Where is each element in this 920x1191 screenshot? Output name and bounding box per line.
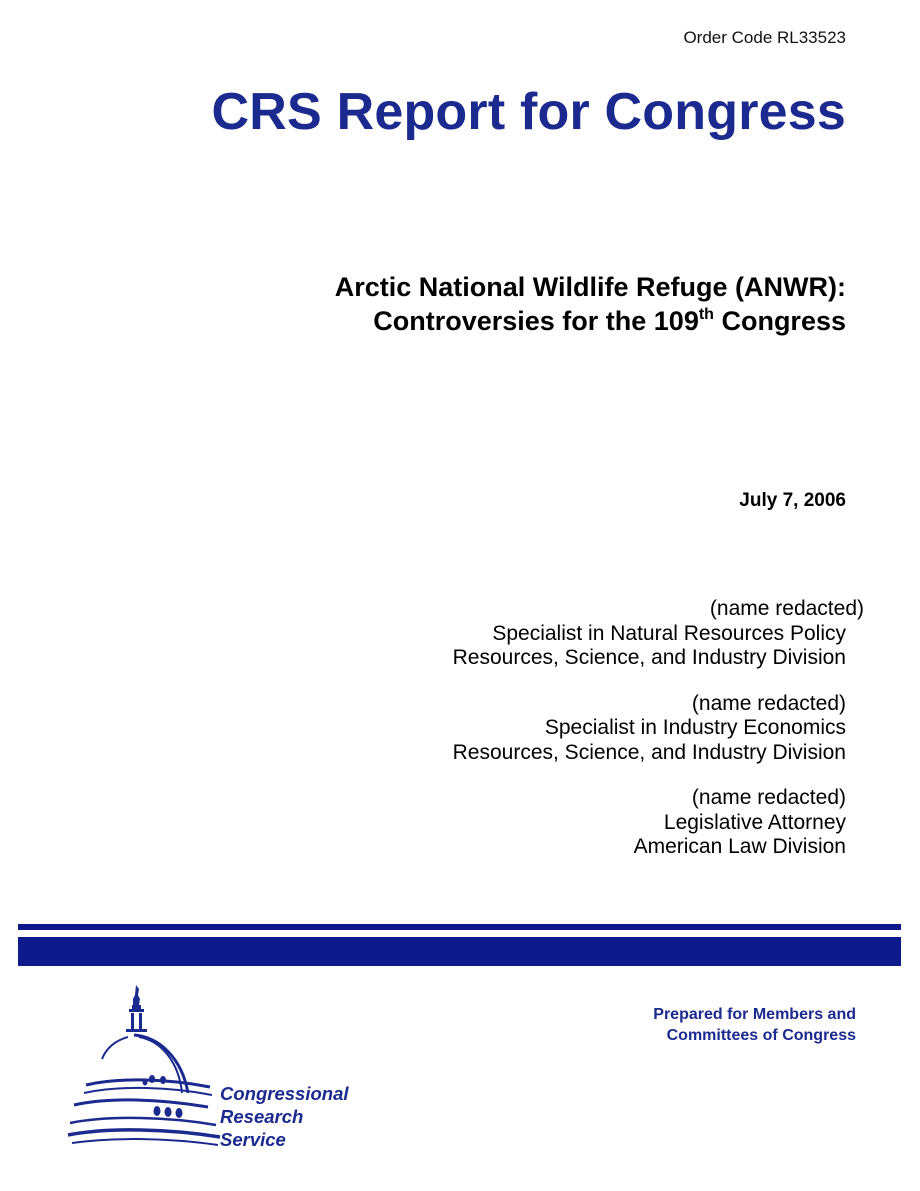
author-name: (name redacted) bbox=[691, 691, 846, 715]
author-name: (name redacted) bbox=[709, 597, 864, 620]
logo-wordmark bbox=[220, 1082, 349, 1151]
author-role: Specialist in Industry Economics bbox=[544, 716, 846, 739]
author-division: Resources, Science, and Industry Division bbox=[452, 646, 846, 669]
author-block bbox=[264, 692, 864, 766]
capitol-dome-icon bbox=[60, 975, 230, 1165]
report-title-line-2-text: Controversies for the 109 bbox=[373, 306, 699, 336]
order-code: Order Code RL33523 bbox=[683, 28, 846, 47]
prepared-for bbox=[653, 1004, 856, 1046]
author-role: Specialist in Natural Resources Policy bbox=[492, 621, 846, 645]
author-division: American Law Division bbox=[633, 835, 846, 858]
logo-line-1: Congressional bbox=[220, 1083, 349, 1104]
author-block bbox=[264, 786, 864, 860]
author-list bbox=[264, 597, 864, 881]
report-title-line-1: Arctic National Wildlife Refuge (ANWR): bbox=[334, 272, 846, 302]
crs-logo bbox=[60, 975, 390, 1165]
author-block bbox=[264, 597, 864, 671]
divider-thick bbox=[18, 937, 901, 966]
report-title bbox=[206, 270, 846, 338]
logo-line-3: Service bbox=[220, 1129, 286, 1150]
divider-thin bbox=[18, 924, 901, 930]
ordinal-suffix: th bbox=[698, 306, 714, 323]
report-date: July 7, 2006 bbox=[739, 490, 846, 511]
prepared-line-2: Committees of Congress bbox=[666, 1027, 856, 1044]
report-title-line-2-end: Congress bbox=[713, 306, 846, 336]
author-role: Legislative Attorney bbox=[663, 810, 846, 834]
author-name: (name redacted) bbox=[691, 786, 846, 809]
masthead-title: CRS Report for Congress bbox=[211, 83, 846, 141]
author-division: Resources, Science, and Industry Division bbox=[452, 740, 846, 764]
logo-line-2: Research bbox=[220, 1106, 304, 1127]
prepared-line-1: Prepared for Members and bbox=[653, 1006, 856, 1023]
report-title-line-2 bbox=[206, 304, 846, 338]
